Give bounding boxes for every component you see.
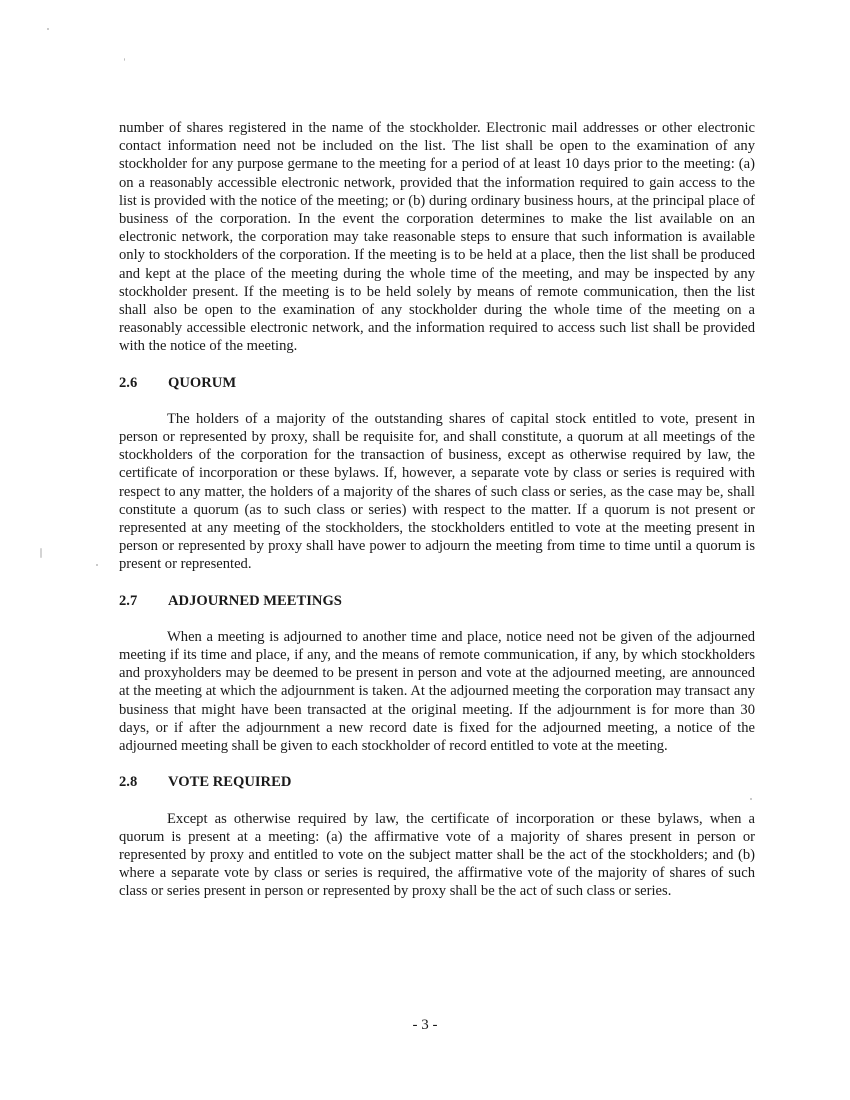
section-body: The holders of a majority of the outstanding shares of capital stock entitled to vote, present in person or represented by proxy, shall be requisite for, and shall constitute, a quorum at all meetings of the stockholders of the corporation for the transaction of business, except as otherwise required by law, the certificate of incorporation or these bylaws. If, however, a separate vote by class or series is required with respect to any matter, the holders of a majority of the shares of such class or series, as the case may be, shall constitute a quorum (as to such class or series) with respect to the matter. If a quorum is not present or represented at any meeting of the stockholders, the stockholders entitled to vote at the meeting present in person or represented by proxy shall have power to adjourn the meeting from time to time until a quorum is present or represented. bbox=[119, 410, 755, 573]
section-heading bbox=[119, 374, 755, 392]
section-title: VOTE REQUIRED bbox=[168, 774, 292, 791]
section-number: 2.8 bbox=[119, 774, 138, 791]
section-heading bbox=[119, 773, 755, 791]
scan-speck bbox=[96, 564, 98, 566]
section-vote-required bbox=[119, 773, 755, 900]
document-page bbox=[119, 119, 755, 901]
section-title: QUORUM bbox=[168, 374, 237, 391]
scan-speck bbox=[47, 28, 49, 30]
section-title: ADJOURNED MEETINGS bbox=[168, 592, 342, 609]
section-heading bbox=[119, 592, 755, 610]
section-body: Except as otherwise required by law, the certificate of incorporation or these bylaws, when a quorum is present at a meeting: (a) the affirmative vote of a majority of shares present in person or represented by proxy and entitled to vote on the subject matter shall be the act of the stockholders; and (b) where a separate vote by class or series is required, the affirmative vote of the majority of shares of such class or series present in person or represented by proxy shall be the act of such class or series. bbox=[119, 810, 755, 900]
section-quorum bbox=[119, 374, 755, 574]
opening-paragraph: number of shares registered in the name of the stockholder. Electronic mail addresses or other electronic contact information need not be included on the list. The list shall be open to the examination of any stockholder for any purpose germane to the meeting for a period of at least 10 days prior to the meeting: (a) on a reasonably accessible electronic network, provided that the information required to gain access to the list is provided with the notice of the meeting; or (b) during ordinary business hours, at the principal place of business of the corporation. In the event the corporation determines to make the list available on an electronic network, the corporation may take reasonable steps to ensure that such information is available only to stockholders of the corporation. If the meeting is to be held at a place, then the list shall be produced and kept at the place of the meeting during the whole time of the meeting, and may be inspected by any stockholder present. If the meeting is to be held solely by means of remote communication, then the list shall also be open to the examination of any stockholder during the whole time of the meeting on a reasonably accessible electronic network, and the information required to access such list shall be provided with the notice of the meeting. bbox=[119, 120, 755, 355]
section-number: 2.6 bbox=[119, 374, 138, 391]
section-body: When a meeting is adjourned to another time and place, notice need not be given of the adjourned meeting if its time and place, if any, and the means of remote communication, if any, by which stockholders and proxyholders may be deemed to be present in person and vote at the adjourned meeting, are announced at the meeting at which the adjournment is taken. At the adjourned meeting the corporation may transact any business that might have been transacted at the original meeting. If the adjournment is for more than 30 days, or if after the adjournment a new record date is fixed for the adjourned meeting, a notice of the adjourned meeting shall be given to each stockholder of record entitled to vote at the meeting. bbox=[119, 628, 755, 755]
section-number: 2.7 bbox=[119, 592, 138, 609]
section-adjourned-meetings bbox=[119, 592, 755, 756]
scan-speck bbox=[124, 58, 125, 61]
page-number: - 3 - bbox=[412, 1017, 438, 1033]
scan-speck bbox=[40, 548, 42, 558]
